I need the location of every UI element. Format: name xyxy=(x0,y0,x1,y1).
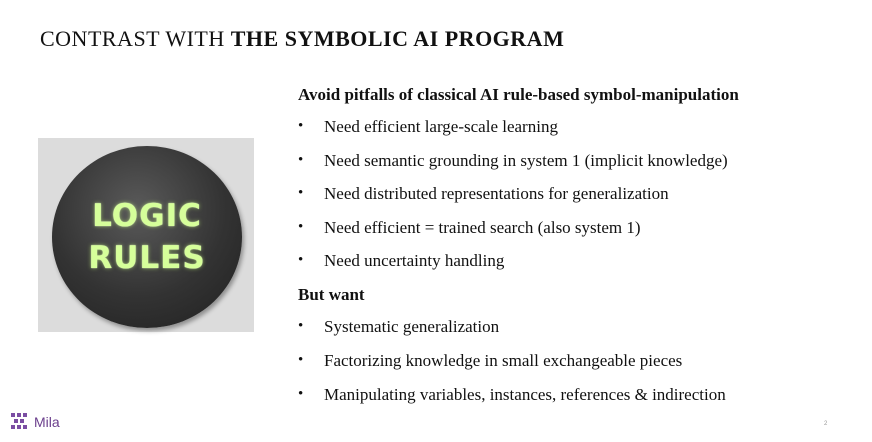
bullet-icon: • xyxy=(298,118,304,134)
bullet-icon: • xyxy=(298,218,304,235)
list-item-text: Factorizing knowledge in small exchangeable pieces xyxy=(324,350,683,370)
list-item-text: Need uncertainty handling xyxy=(324,251,505,271)
list-item xyxy=(298,384,858,405)
bullet-icon: • xyxy=(298,351,304,368)
list-item xyxy=(298,183,858,204)
bullet-icon: • xyxy=(298,185,304,202)
bullet-list-needs xyxy=(298,116,858,271)
title-regular: CONTRAST WITH xyxy=(40,26,231,51)
dark-circle-graphic xyxy=(52,146,242,328)
section-heading-avoid-pitfalls: Avoid pitfalls of classical AI rule-based symbol-manipulation xyxy=(298,85,739,104)
list-item xyxy=(298,250,858,271)
section-heading-but-want: But want xyxy=(298,285,365,305)
slide-content xyxy=(298,84,858,417)
bullet-icon: • xyxy=(298,151,304,168)
bullet-icon: • xyxy=(298,318,304,335)
list-item-text: Manipulating variables, instances, references & indirection xyxy=(324,384,726,404)
mila-logo xyxy=(10,412,60,432)
slide-title xyxy=(40,26,564,52)
mila-logo-icon xyxy=(10,412,30,432)
logic-rules-image xyxy=(38,138,254,332)
bullet-list-wants xyxy=(298,316,858,404)
title-bold: THE SYMBOLIC AI PROGRAM xyxy=(230,26,565,51)
page-number: 2 xyxy=(824,421,828,427)
list-item-text: Need distributed representations for generalization xyxy=(324,184,669,204)
list-item xyxy=(298,350,858,371)
list-item xyxy=(298,217,858,238)
list-item-text: Need efficient = trained search (also system 1) xyxy=(324,217,641,237)
list-item xyxy=(298,316,858,337)
list-item-text: Need efficient large-scale learning xyxy=(324,117,558,136)
list-item-text: Systematic generalization xyxy=(324,317,500,337)
image-text-logic: LOGIC xyxy=(92,198,202,234)
bullet-icon: • xyxy=(298,252,304,269)
list-item xyxy=(298,150,858,171)
logo-text: Mila xyxy=(34,414,60,430)
list-item-text: Need semantic grounding in system 1 (implicit knowledge) xyxy=(324,150,728,170)
list-item xyxy=(298,116,858,137)
image-text-rules: RULES xyxy=(88,240,206,276)
bullet-icon: • xyxy=(298,385,304,402)
